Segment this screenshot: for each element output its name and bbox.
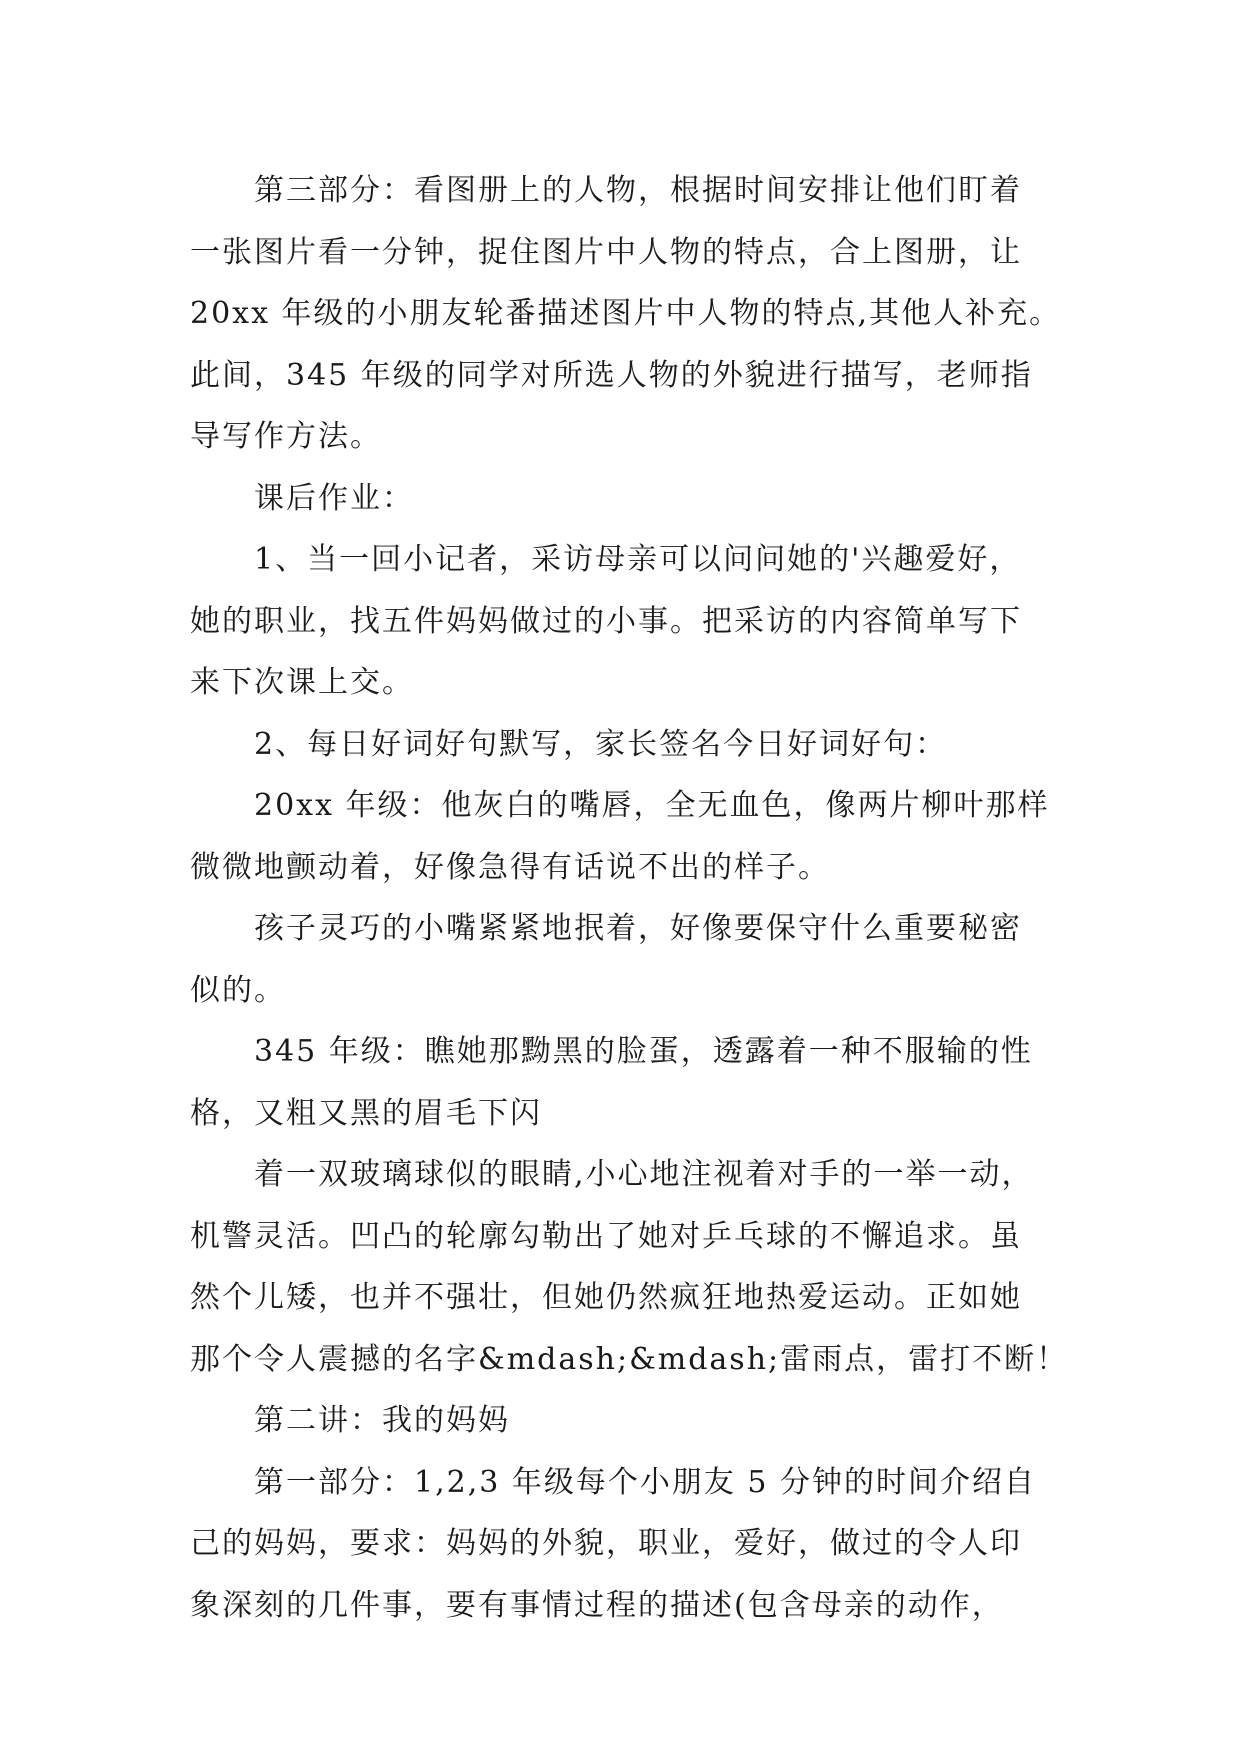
- text-line: 导写作方法。: [190, 419, 382, 454]
- text-line: 那个令人震撼的名字&mdash;&mdash;雷雨点，雷打不断！: [190, 1341, 1069, 1377]
- text-line: 孩子灵巧的小嘴紧紧地抿着，好像要保守什么重要秘密: [254, 911, 1022, 946]
- text-line: 1、当一回小记者，采访母亲可以问问她的'兴趣爱好，: [254, 542, 1022, 577]
- text-line: 来下次课上交。: [190, 665, 414, 700]
- section-heading: 第二讲：我的妈妈: [254, 1403, 510, 1438]
- text-line: 第三部分：看图册上的人物，根据时间安排让他们盯着: [254, 173, 1022, 208]
- text-line: 格，又粗又黑的眉毛下闪: [190, 1095, 542, 1131]
- text-line: 345 年级：瞧她那黝黑的脸蛋，透露着一种不服输的性: [254, 1034, 1033, 1069]
- text-line: 象深刻的几件事，要有事情过程的描述(包含母亲的动作，: [190, 1587, 1004, 1623]
- text-line: 机警灵活。凹凸的轮廓勾勒出了她对乒乓球的不懈追求。虽: [190, 1218, 1022, 1254]
- text-line: 己的妈妈，要求：妈妈的外貌，职业，爱好，做过的令人印: [190, 1526, 1022, 1561]
- text-line: 2、每日好词好句默写，家长签名今日好词好句：: [254, 726, 948, 762]
- section-heading: 课后作业：: [254, 480, 414, 516]
- text-line: 微微地颤动着，好像急得有话说不出的样子。: [190, 849, 830, 885]
- text-line: 一张图片看一分钟，捉住图片中人物的特点，合上图册，让: [190, 234, 1022, 270]
- text-line: 着一双玻璃球似的眼睛,小心地注视着对手的一举一动，: [254, 1157, 1034, 1192]
- text-line: 似的。: [190, 972, 286, 1008]
- text-line: 此间，345 年级的同学对所选人物的外貌进行描写，老师指: [190, 357, 1033, 393]
- text-line: 然个儿矮，也并不强壮，但她仍然疯狂地热爱运动。正如她: [190, 1280, 1022, 1315]
- text-line: 20xx 年级的小朋友轮番描述图片中人物的特点,其他人补充。: [190, 296, 1062, 331]
- text-line: 第一部分：1,2,3 年级每个小朋友 5 分钟的时间介绍自: [254, 1464, 1037, 1500]
- text-line: 她的职业，找五件妈妈做过的小事。把采访的内容简单写下: [190, 603, 1022, 639]
- document-body: [190, 160, 1090, 1636]
- text-line: 20xx 年级：他灰白的嘴唇，全无血色，像两片柳叶那样: [254, 788, 1050, 823]
